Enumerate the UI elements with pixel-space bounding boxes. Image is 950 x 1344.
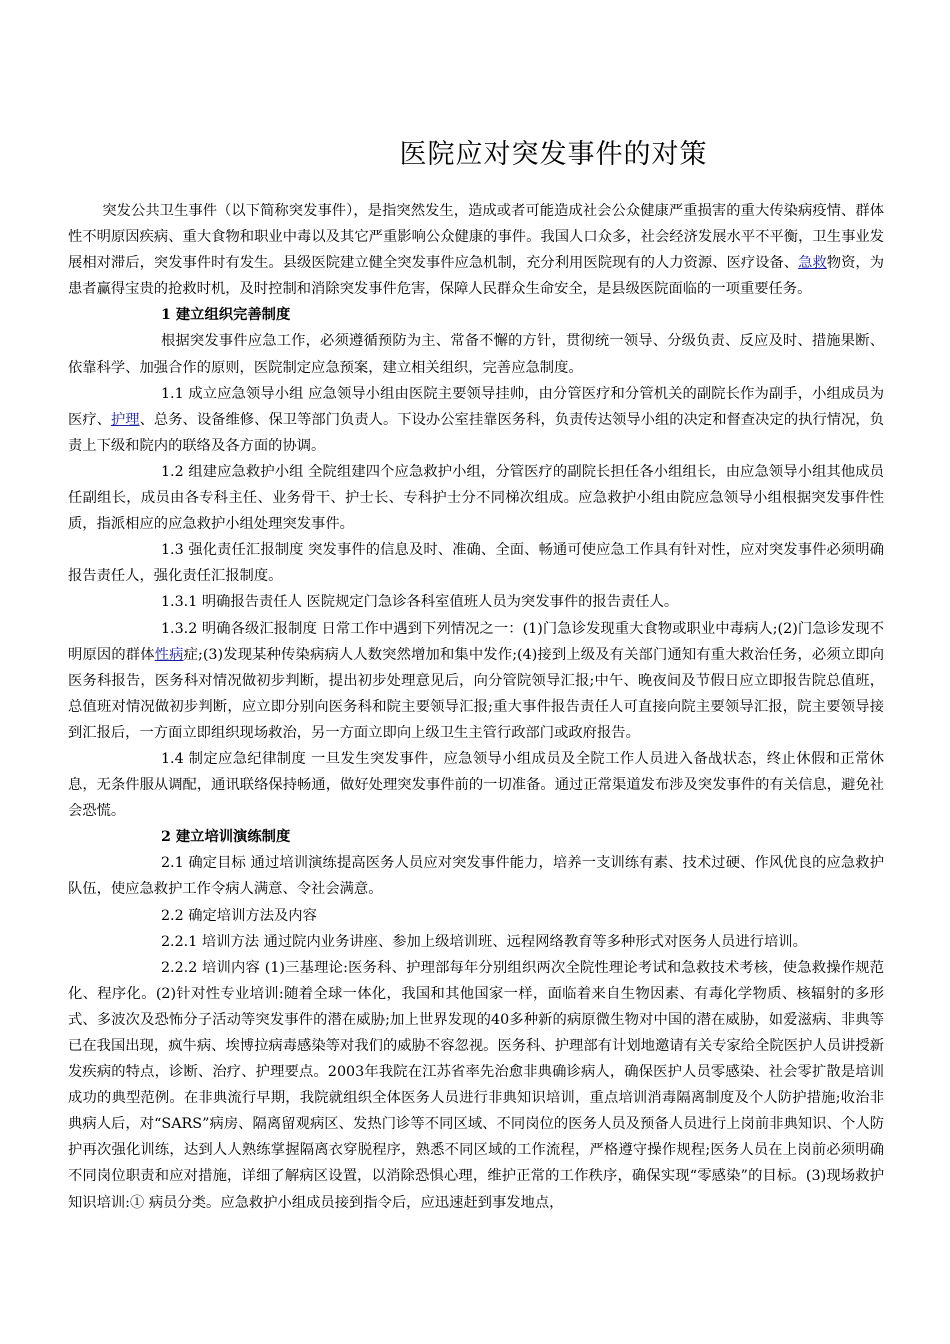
document-title: 医院应对突发事件的对策 (399, 139, 708, 170)
link-first-aid[interactable]: 急救 (798, 255, 827, 272)
section-1-2-paragraph: 1.2 组建应急救护小组 全院组建四个应急救护小组，分管医疗的副院长担任各小组组长，由应急领导小组其他成员任副组长，成员由各专科主任、业务骨干、护士长、专科护士分不同梯次组成。应急救护小组由院应急领导小组根据突发事件性质，指派相应的应急救护小组处理突发事件。 (68, 463, 884, 533)
section-1-3-2-text-cont: 症;(3)发现某种传染病病人人数突然增加和集中发作;(4)接到上级及有关部门通知有重大救治任务，必须立即向医务科报告，医务科对情况做初步判断，提出初步处理意见后，向分管院领导汇报;中午、晚夜间及节假日应立即报告院总值班，总值班对情况做初步判断，应立即分别向医务科和院主要领导汇报;重大事件报告责任人可直接向院主要领导汇报，院主要领导接到汇报后，一方面立即组织现场救治，另一方面立即向上级卫生主管行政部门或政府报告。 (68, 646, 885, 741)
section-2-1-paragraph: 2.1 确定目标 通过培训演练提高医务人员应对突发事件能力，培养一支训练有素、技术过硬、作风优良的应急救护队伍，使应急救护工作令病人满意、令社会满意。 (68, 855, 884, 898)
section-2-heading: 2 建立培训演练制度 (160, 829, 291, 846)
section-1-4-paragraph: 1.4 制定应急纪律制度 一旦发生突发事件，应急领导小组成员及全院工作人员进入备战状态，终止休假和正常休息，无条件服从调配，通讯联络保持畅通，做好处理突发事件前的一切准备。通过正常渠道发布涉及突发事件的有关信息，避免社会恐慌。 (68, 750, 884, 820)
intro-text: 突发公共卫生事件（以下简称突发事件），是指突然发生，造成或者可能造成社会公众健康严重损害的重大传染病疫情、群体性不明原因疾病、重大食物和职业中毒以及其它严重影响公众健康的事件。我国人口众多，社会经济发展水平不平衡，卫生事业发展相对滞后，突发事件时有发生。县级医院建立健全突发事件应急机制，充分利用医院现有的人力资源、医疗设备、 (68, 203, 884, 272)
section-2-2-2-paragraph: 2.2.2 培训内容 (1)三基理论:医务科、护理部每年分别组织两次全院性理论考试和急救技术考核，使急救操作规范化、程序化。(2)针对性专业培训:随着全球一体化，我国和其他国家一样，面临着来自生物因素、有毒化学物质、核辐射的多形式、多波次及恐怖分子活动等突发事件的潜在威胁;加上世界发现的40多种新的病原微生物对中国的潜在威胁，如爱滋病、非典等已在我国出现，疯牛病、埃博拉病毒感染等对我们的威胁不容忽视。医务科、护理部有计划地邀请有关专家给全院医护人员讲授新发疾病的特点，诊断、治疗、护理要点。2003年我院在江苏省率先治愈非典确诊病人，确保医护人员零感染、社会零扩散是培训成功的典型范例。在非典流行早期，我院就组织全体医务人员进行非典知识培训，重点培训消毒隔离制度及个人防护措施;收治非典病人后，对“SARS”病房、隔离留观病区、发热门诊等不同区域、不同岗位的医务人员及预备人员进行上岗前非典知识、个人防护再次强化训练，达到人人熟练掌握隔离衣穿脱程序，熟悉不同区域的工作流程，严格遵守操作规程;医务人员在上岗前必须明确不同岗位职责和应对措施，详细了解病区设置，以消除恐惧心理，维护正常的工作秩序，确保实现“零感染”的目标。(3)现场救护知识培训:① 病员分类。应急救护小组成员接到指令后，应迅速赶到事发地点， (68, 959, 884, 1211)
section-1-3-paragraph: 1.3 强化责任汇报制度 突发事件的信息及时、准确、全面、畅通可使应急工作具有针对性，应对突发事件必须明确报告责任人，强化责任汇报制度。 (68, 542, 884, 585)
section-1-1-text-cont: 、总务、设备维修、保卫等部门负责人。下设办公室挂靠医务科，负责传达领导小组的决定和督查决定的执行情况，负责上下级和院内的联络及各方面的协调。 (68, 411, 885, 454)
section-1-heading: 1 建立组织完善制度 (160, 307, 291, 324)
section-1-1-text: 1.1 成立应急领导小组 应急领导小组由医院主要领导挂帅，由分管医疗和分管机关的副院长作为副手，小组成员为医疗、 (68, 385, 884, 428)
link-std[interactable]: 性病 (154, 646, 184, 663)
section-1-3-2-paragraph (68, 616, 884, 746)
section-1-3-2-text: 1.3.2 明确各级汇报制度 日常工作中遇到下列情况之一：(1)门急诊发现重大食物或职业中毒病人;(2)门急诊发现不明原因的群体 (68, 620, 884, 663)
document-body (68, 198, 884, 1216)
section-1-3-1-paragraph: 1.3.1 明确报告责任人 医院规定门急诊各科室值班人员为突发事件的报告责任人。 (160, 594, 679, 611)
link-nursing[interactable]: 护理 (110, 411, 140, 428)
section-1-paragraph: 根据突发事件应急工作，必须遵循预防为主、常备不懈的方针，贯彻统一领导、分级负责、反应及时、措施果断、依靠科学、加强合作的原则，医院制定应急预案，建立相关组织，完善应急制度。 (68, 333, 884, 376)
section-2-2-1-paragraph: 2.2.1 培训方法 通过院内业务讲座、参加上级培训班、远程网络教育等多种形式对医务人员进行培训。 (160, 933, 807, 950)
section-1-1-paragraph (68, 381, 884, 459)
intro-text-cont: 物资，为患者赢得宝贵的抢救时机，及时控制和消除突发事件危害，保障人民群众生命安全，是县级医院面临的一项重要任务。 (68, 255, 885, 298)
section-2-2-paragraph: 2.2 确定培训方法及内容 (160, 907, 317, 924)
intro-paragraph (68, 198, 884, 302)
